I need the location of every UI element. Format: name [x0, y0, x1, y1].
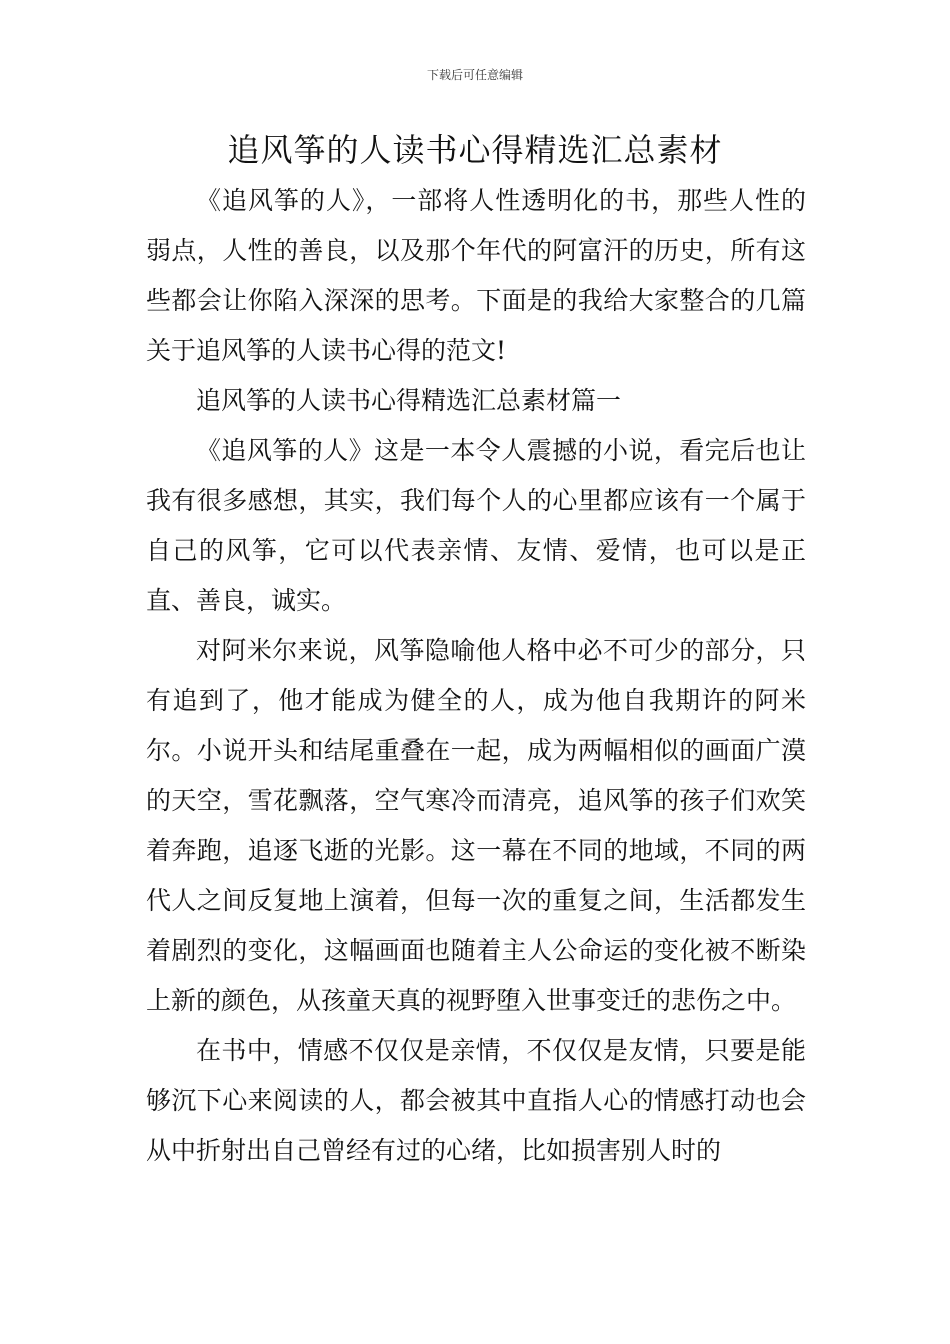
- paragraph-body: 《追风筝的人》这是一本令人震撼的小说，看完后也让我有很多感想，其实，我们每个人的心里都应该有一个属于自己的风筝，它可以代表亲情、友情、爱情，也可以是正直、善良，诚实。: [146, 436, 806, 615]
- section-heading: 追风筝的人读书心得精选汇总素材篇一: [196, 386, 622, 415]
- paragraph-intro: 《追风筝的人》，一部将人性透明化的书，那些人性的弱点，人性的善良，以及那个年代的阿富汗的历史，所有这些都会让你陷入深深的思考。下面是的我给大家整合的几篇关于追风筝的人读书心得的范文!: [146, 186, 806, 365]
- paragraph-body: 对阿米尔来说，风筝隐喻他人格中必不可少的部分，只有追到了，他才能成为健全的人，成为他自我期许的阿米尔。小说开头和结尾重叠在一起，成为两幅相似的画面广漠的天空，雪花飘落，空气寒冷而清亮，追风筝的孩子们欢笑着奔跑，追逐飞逝的光影。这一幕在不同的地域，不同的两代人之间反复地上演着，但每一次的重复之间，生活都发生着剧烈的变化，这幅画面也随着主人公命运的变化被不断染上新的颜色，从孩童天真的视野堕入世事变迁的悲伤之中。: [146, 636, 806, 1015]
- page-header-note: 下载后可任意编辑: [426, 68, 523, 82]
- paragraph-body: 在书中，情感不仅仅是亲情，不仅仅是友情，只要是能够沉下心来阅读的人，都会被其中直指人心的情感打动也会从中折射出自己曾经有过的心绪，比如损害别人时的: [146, 1036, 806, 1165]
- document-body: [146, 176, 806, 1176]
- document-title: 追风筝的人读书心得精选汇总素材: [227, 131, 723, 169]
